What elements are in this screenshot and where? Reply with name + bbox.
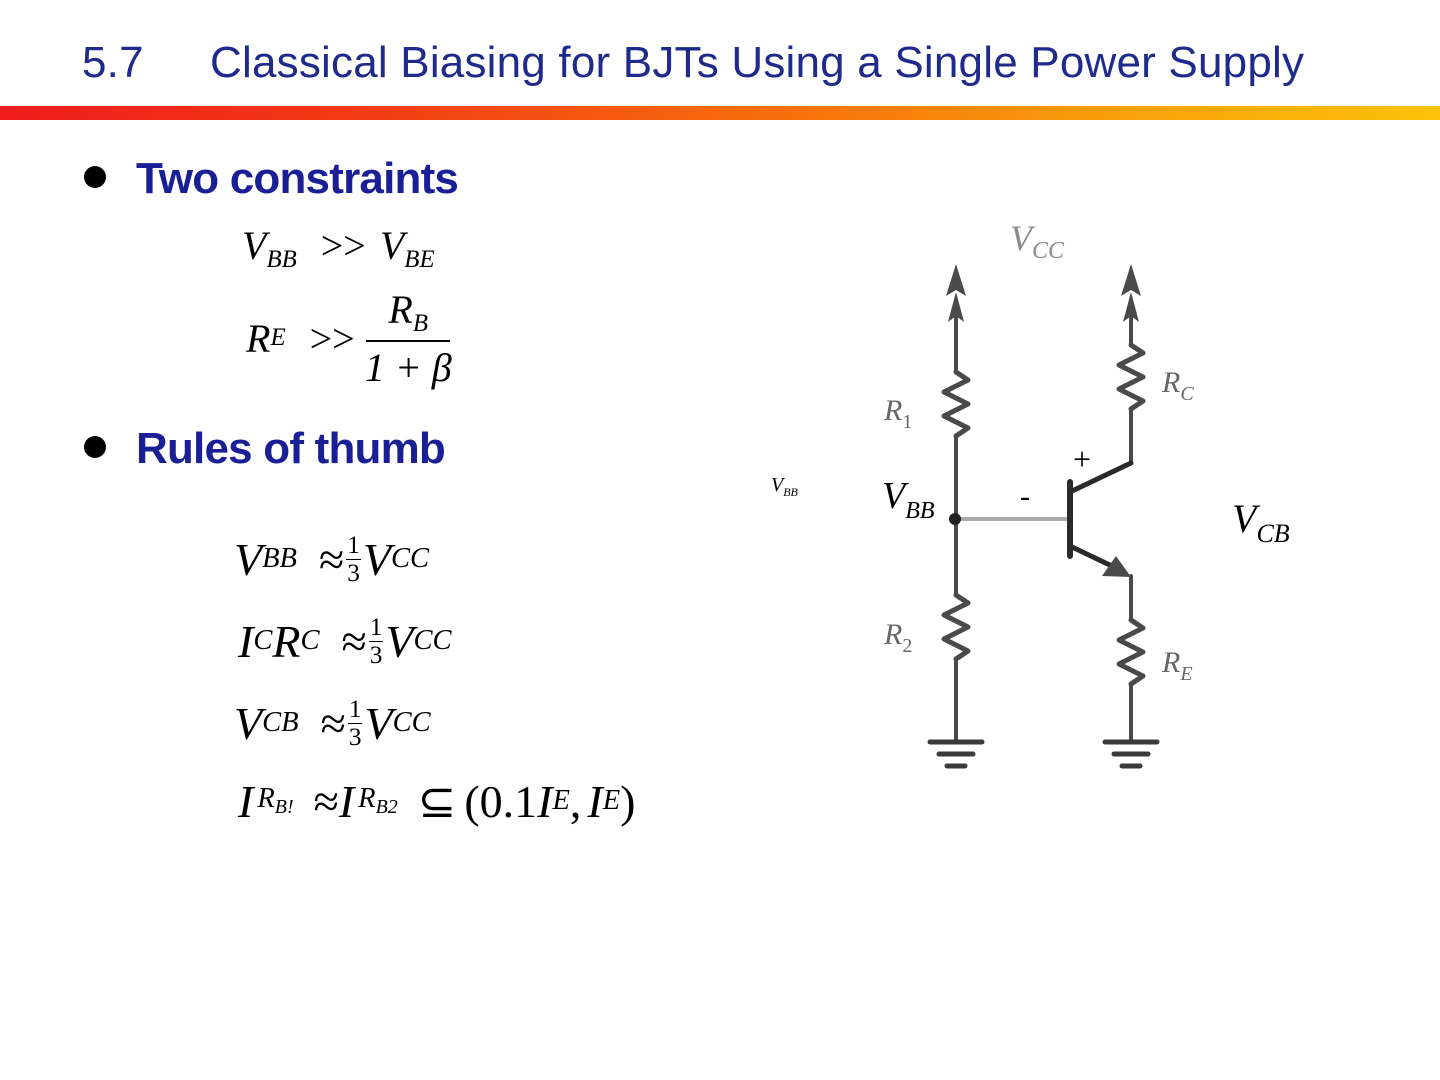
- vcc-arrow-left-2-icon: [948, 292, 964, 322]
- denominator: 3: [369, 640, 383, 669]
- rule-vbb: [234, 532, 429, 586]
- symbol-i: I: [338, 775, 355, 827]
- subscript-e: E: [552, 785, 570, 816]
- symbol-r: R: [272, 615, 301, 667]
- constraint-re-rb: [246, 286, 452, 391]
- symbol-i: I: [537, 775, 553, 827]
- symbol-v: V: [234, 697, 263, 749]
- vcc-label: $V_{CC}$: [1010, 218, 1065, 264]
- subscript-bb: BB: [262, 543, 297, 575]
- title-text: Classical Biasing for BJTs Using a Single Power Supply: [210, 38, 1305, 87]
- subscript-be: BE: [404, 245, 435, 273]
- subscript-e: E: [270, 324, 286, 352]
- bullet-dot-icon: [84, 436, 106, 458]
- resistor-rc: [1119, 345, 1143, 409]
- subscript-cb: CB: [262, 707, 299, 739]
- transistor-emitter-lead: [1070, 546, 1116, 568]
- bullet-text: Two constraints: [136, 154, 459, 203]
- section-number: 5.7: [82, 38, 144, 87]
- resistor-r2: [944, 595, 968, 659]
- numerator: 1: [348, 695, 362, 723]
- bullet-dot-icon: [84, 166, 106, 188]
- symbol-r: R: [388, 287, 413, 332]
- symbol-i: I: [238, 615, 254, 667]
- resistor-r1: [944, 372, 968, 436]
- slide-title: [82, 38, 1304, 88]
- fraction-rb-over-1-plus-beta: [365, 286, 452, 391]
- numerator: 1: [369, 613, 383, 641]
- rule-icrc: [238, 614, 452, 668]
- subscript-cc: CC: [390, 543, 430, 575]
- approx-operator: ≈: [318, 533, 345, 585]
- denominator: 3: [348, 722, 362, 751]
- emitter-arrow-icon: [1102, 556, 1131, 577]
- symbol-i: I: [238, 775, 254, 827]
- subscript-c: C: [300, 625, 320, 657]
- symbol-r: R: [246, 315, 271, 361]
- comma: ,: [569, 775, 582, 827]
- approx-operator: ≈: [341, 615, 367, 667]
- symbol-v: V: [242, 223, 267, 268]
- subscript-c: C: [253, 625, 273, 657]
- transistor-collector-lead: [1070, 463, 1131, 492]
- subscript-r: R: [358, 783, 376, 814]
- approx-operator: ≈: [313, 775, 339, 827]
- approx-operator: ≈: [320, 697, 346, 749]
- vcc-arrow-left-icon: [946, 264, 966, 296]
- much-greater-operator: >>: [309, 315, 355, 361]
- subscript-b2: B2: [375, 795, 398, 818]
- interval-open: (0.1: [464, 775, 538, 827]
- rule-irb: [238, 774, 635, 828]
- subscript-bb: BB: [266, 245, 297, 273]
- vbb-small-label: $V_{BB}$: [771, 474, 798, 499]
- subscript-cc: CC: [413, 625, 452, 657]
- subscript-r: R: [257, 783, 275, 814]
- vcc-arrow-right-2-icon: [1123, 292, 1139, 322]
- r1-label: $R_1$: [884, 394, 913, 433]
- r2-label: $R_2$: [884, 618, 913, 657]
- fraction-one-third: [346, 532, 361, 586]
- rc-label: $R_C$: [1162, 366, 1194, 405]
- symbol-v: V: [379, 223, 405, 268]
- numerator: 1: [347, 531, 360, 559]
- subscript-b1: B!: [274, 795, 294, 818]
- resistor-re: [1119, 620, 1143, 684]
- vbb-label: $V_{BB}$: [882, 475, 935, 524]
- fraction-one-third: [369, 614, 384, 668]
- symbol-v: V: [385, 615, 414, 667]
- symbol-v: V: [234, 533, 263, 585]
- interval-close: ): [620, 775, 636, 827]
- subscript-b: B: [412, 309, 428, 337]
- constraint-vbb-vbe: [242, 222, 435, 274]
- denominator-1-plus-beta: 1 + β: [364, 344, 452, 390]
- title-gradient-rule: [0, 106, 1440, 120]
- symbol-v: V: [364, 697, 393, 749]
- subscript-cc: CC: [392, 707, 431, 739]
- minus-label: -: [1020, 480, 1030, 513]
- denominator: 3: [347, 558, 360, 587]
- rule-vcb: [234, 696, 431, 750]
- subscript-e: E: [602, 785, 621, 816]
- re-label: $R_E$: [1162, 646, 1193, 685]
- bullet-text: Rules of thumb: [136, 424, 446, 473]
- much-greater-operator: >>: [320, 223, 366, 268]
- fraction-one-third: [348, 696, 363, 750]
- vcb-label: $V_{CB}$: [1232, 496, 1290, 548]
- symbol-i: I: [587, 775, 603, 827]
- base-node-dot: [949, 513, 961, 525]
- subset-operator: ⊆: [417, 776, 457, 827]
- vcc-arrow-right-icon: [1121, 264, 1141, 296]
- plus-label: +: [1073, 441, 1092, 477]
- symbol-v: V: [362, 533, 391, 585]
